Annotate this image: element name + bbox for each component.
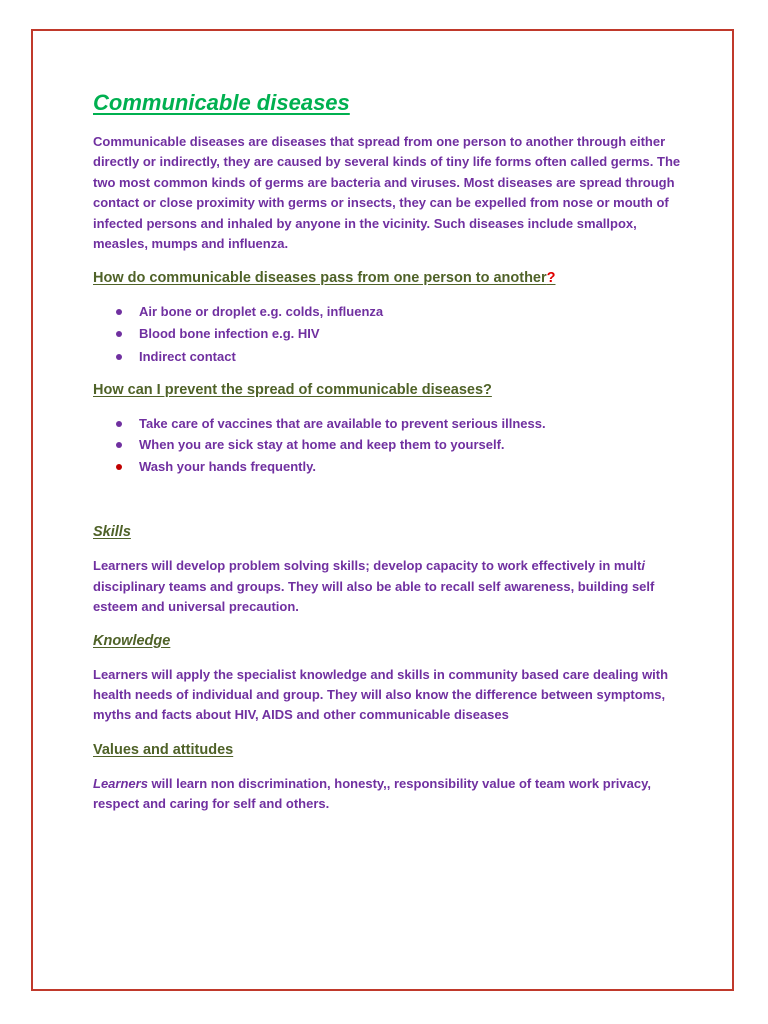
bullet-icon xyxy=(116,331,122,337)
spread-list xyxy=(93,301,683,368)
list-item xyxy=(93,456,683,478)
prevent-list xyxy=(93,413,683,478)
skills-text-italic: i xyxy=(641,558,645,574)
bullet-icon xyxy=(116,354,122,360)
heading-spread-mark: ? xyxy=(546,270,556,287)
bullet-icon xyxy=(116,442,122,448)
document-title: Communicable diseases xyxy=(93,90,350,115)
list-item-text: Take care of vaccines that are available to prevent serious illness. xyxy=(139,415,546,431)
bullet-icon xyxy=(116,464,122,470)
intro-paragraph: Communicable diseases are diseases that spread from one person to another through either directly or indirectly, they are caused by several kinds of tiny life forms often called germs. The two most common kinds of germs are bacteria and viruses. Most diseases are spread through contact or close proximity with germs or insects, they can be expelled from nose or mouth of infected persons and inhaled by anyone in the vicinity. Such diseases include smallpox, measles, mumps and influenza. xyxy=(93,134,681,252)
bullet-icon xyxy=(116,309,122,315)
heading-knowledge: Knowledge xyxy=(93,632,171,649)
skills-paragraph xyxy=(93,556,683,617)
heading-prevent: How can I prevent the spread of communicable diseases? xyxy=(93,381,492,398)
heading-spread xyxy=(93,267,683,289)
list-item xyxy=(93,301,683,323)
heading-skills: Skills xyxy=(93,524,131,541)
skills-text-end: disciplinary teams and groups. They will also be able to recall self awareness, building self esteem and universal precaution. xyxy=(93,578,655,615)
bullet-icon xyxy=(116,421,122,427)
heading-spread-text: How do communicable diseases pass from one person to another xyxy=(93,270,547,287)
knowledge-paragraph: Learners will apply the specialist knowledge and skills in community based care dealing with health needs of individual and group. They will also know the difference between symptoms, myths and facts about HIV, AIDS and other communicable diseases xyxy=(93,666,669,723)
skills-text: Learners will develop problem solving skills; develop capacity to work effectively in mult xyxy=(93,558,642,574)
list-item-text: When you are sick stay at home and keep them to yourself. xyxy=(139,437,505,453)
values-text: will learn non discrimination, honesty,, responsibility value of team work privacy, respect and caring for self and others. xyxy=(93,775,651,812)
list-item-text: Wash your hands frequently. xyxy=(139,458,316,474)
list-item xyxy=(93,434,683,456)
heading-values: Values and attitudes xyxy=(93,741,234,758)
list-item xyxy=(93,413,683,435)
list-item xyxy=(93,323,683,345)
list-item-text: Indirect contact xyxy=(139,349,236,365)
values-paragraph xyxy=(93,774,683,815)
document-body xyxy=(93,88,683,815)
list-item-text: Blood bone infection e.g. HIV xyxy=(139,325,320,341)
values-text-italic: Learners xyxy=(93,775,148,791)
list-item-text: Air bone or droplet e.g. colds, influenza xyxy=(139,304,384,320)
list-item xyxy=(93,346,683,368)
